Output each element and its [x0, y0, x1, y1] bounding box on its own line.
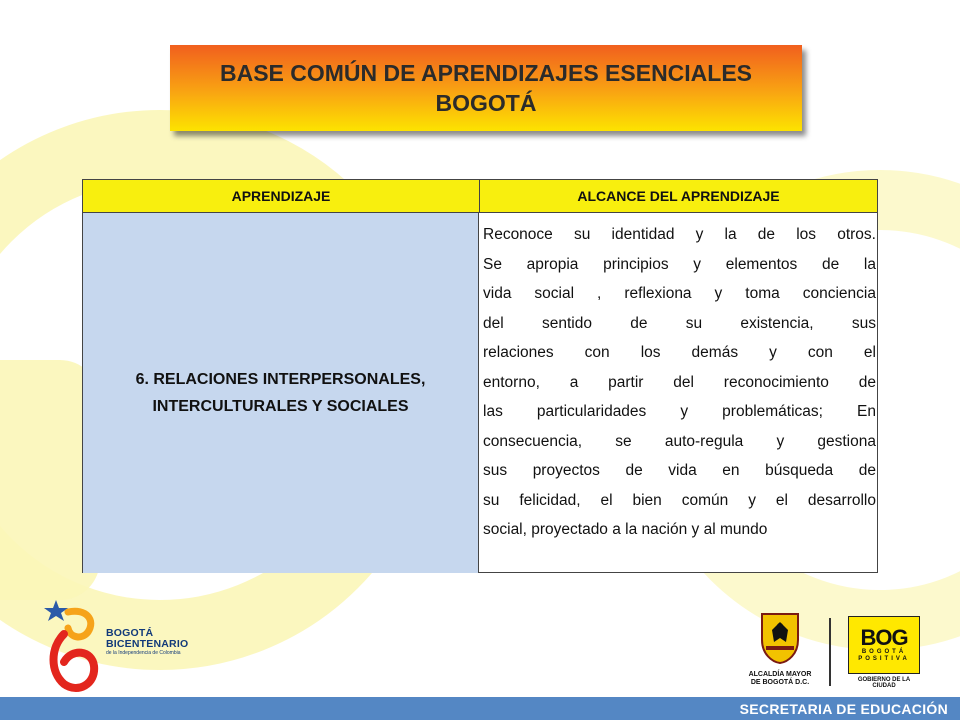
title-line-2: BOGOTÁ	[435, 90, 537, 116]
learning-title-line-2: INTERCULTURALES Y SOCIALES	[152, 398, 409, 415]
coat-of-arms-icon	[760, 612, 800, 664]
alcaldia-line-1: ALCALDÍA MAYOR	[748, 671, 812, 678]
scope-line: vida social , reflexiona y toma conciencia	[483, 285, 876, 302]
bog-line-1: BOGOTÁ	[861, 649, 907, 655]
scope-line: Se apropia principios y elementos de la	[483, 255, 876, 273]
title-line-1: BASE COMÚN DE APRENDIZAJES ESENCIALES	[219, 60, 753, 86]
bicentenario-line-2: BICENTENARIO	[106, 638, 189, 650]
learning-title-line-1: 6. RELACIONES INTERPERSONALES,	[135, 371, 426, 388]
scope-line: Reconoce su identidad y la de los otros.	[483, 226, 876, 243]
bog-line-2: POSITIVA	[858, 656, 910, 662]
title-banner	[170, 45, 802, 131]
learning-table	[82, 179, 878, 573]
alcaldia-logo	[735, 612, 825, 692]
header-aprendizaje: APRENDIZAJE	[83, 180, 480, 212]
scope-line: las particularidades y problemáticas; En	[483, 403, 876, 420]
scope-line: relaciones con los demás y con el	[483, 344, 876, 361]
bog-mark: BOG	[860, 625, 908, 650]
alcaldia-text	[735, 671, 825, 687]
scope-line: sus proyectos de vida en búsqueda de	[483, 462, 876, 479]
table-header-row	[83, 180, 877, 213]
bicentenario-emblem-icon	[42, 598, 106, 698]
bicentenario-logo	[42, 598, 212, 698]
header-alcance: ALCANCE DEL APRENDIZAJE	[577, 188, 780, 204]
footer-bar	[0, 697, 960, 720]
table-row	[83, 213, 877, 573]
bogota-positiva-logo	[848, 616, 920, 690]
footer-text: SECRETARIA DE EDUCACIÓN	[739, 700, 948, 717]
learning-cell	[83, 213, 479, 573]
scope-line: social, proyectado a la nación y al mundo	[483, 521, 768, 538]
scope-line: su felicidad, el bien común y el desarrollo	[483, 491, 876, 509]
scope-line: consecuencia, se auto-regula y gestiona	[483, 432, 876, 450]
alcaldia-line-2: DE BOGOTÁ D.C.	[750, 679, 810, 686]
gobierno-text: GOBIERNO DE LA CIUDAD	[857, 677, 911, 689]
scope-cell	[479, 213, 877, 573]
bicentenario-line-1: BOGOTÁ	[106, 627, 154, 639]
scope-line: del sentido de su existencia, sus	[483, 314, 876, 332]
bog-box	[848, 616, 920, 674]
learning-title	[136, 366, 426, 420]
bicentenario-line-3: de la Independencia de Colombia	[106, 650, 181, 656]
logo-divider	[829, 618, 831, 686]
scope-line: entorno, a partir del reconocimiento de	[483, 373, 876, 391]
bicentenario-text	[106, 628, 188, 657]
